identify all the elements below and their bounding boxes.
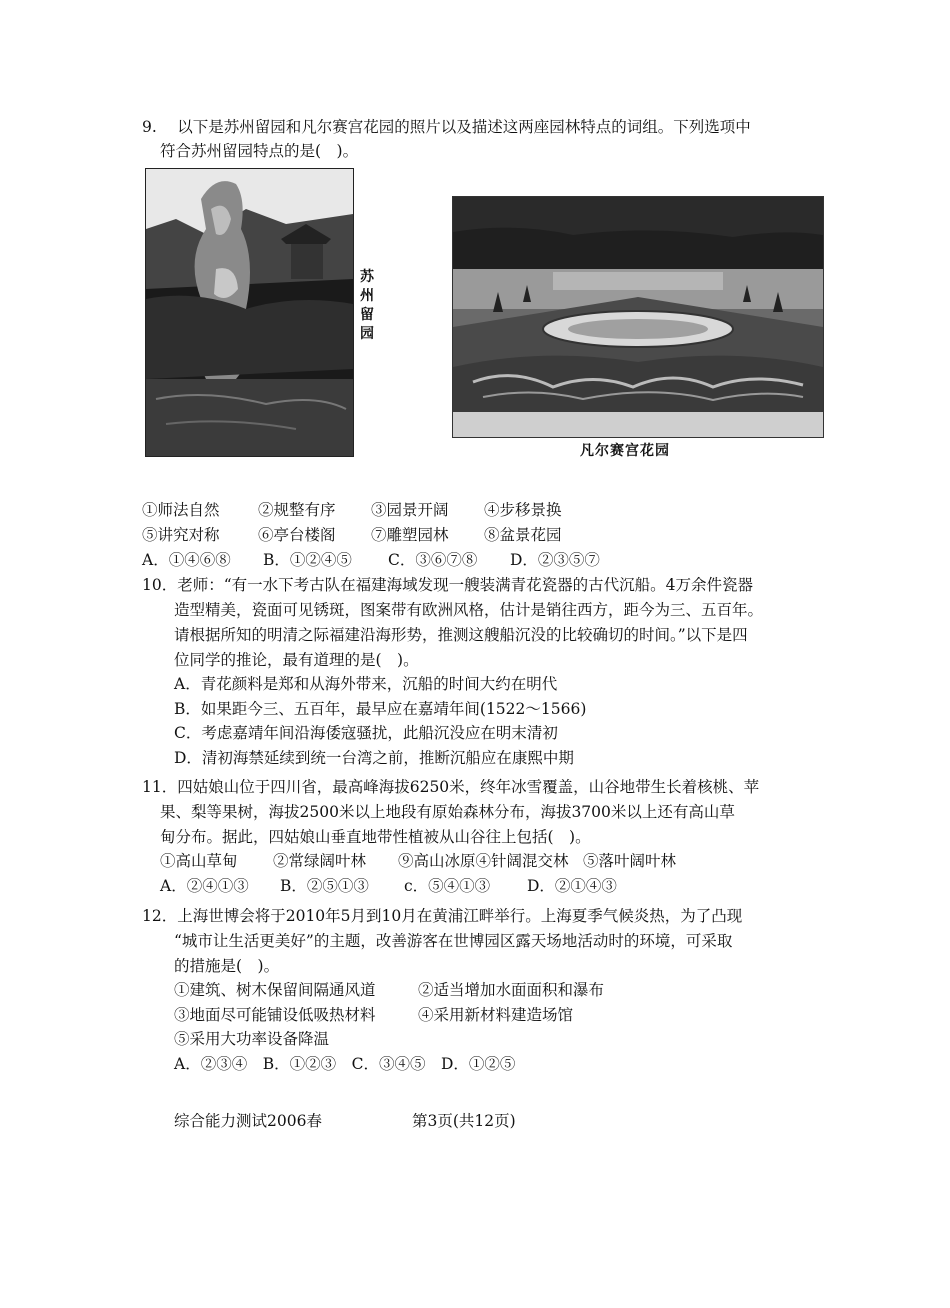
q9-option-b: B．①②④⑤ [263,551,352,569]
versailles-garden-photo [452,196,824,438]
q10-stem-line3: 请根据所知的明清之际福建沿海形势，推测这艘船沉没的比较确切的时间。”以下是四 [174,626,748,644]
footer-page-number: 第3页(共12页) [412,1112,516,1130]
q9-option-c: C．③⑥⑦⑧ [388,551,478,569]
q9-feature-1: ①师法自然 [142,501,220,519]
q9-option-a: A．①④⑥⑧ [142,551,231,569]
suzhou-garden-illustration [146,169,353,456]
q12-measure-4: ④采用新材料建造场馆 [418,1006,574,1024]
q11-item-3: ⑨高山冰原④针阔混交林 [398,852,569,870]
q9-stem-line2: 符合苏州留园特点的是( )。 [160,142,359,160]
q9-feature-8: ⑧盆景花园 [484,526,562,544]
q12-options: A．②③④ B．①②③ C．③④⑤ D．①②⑤ [174,1055,516,1073]
q11-item-2: ②常绿阔叶林 [273,852,367,870]
q11-stem-line2: 果、梨等果树，海拔2500米以上地段有原始森林分布，海拔3700米以上还有高山草 [160,803,735,821]
q10-stem-line1: 10．老师：“有一水下考古队在福建海域发现一艘装满青花瓷器的古代沉船。4万余件瓷器 [142,576,754,594]
q9-feature-4: ④步移景换 [484,501,562,519]
q12-stem-line3: 的措施是( )。 [174,957,280,975]
q12-measure-2: ②适当增加水面面积和瀑布 [418,981,605,999]
suzhou-caption: 苏州留园 [360,269,374,342]
q12-measure-3: ③地面尽可能铺设低吸热材料 [174,1006,376,1024]
q9-feature-3: ③园景开阔 [371,501,449,519]
q9-feature-5: ⑤讲究对称 [142,526,220,544]
q11-item-1: ①高山草甸 [160,852,238,870]
q10-stem-line2: 造型精美，瓷面可见锈斑，图案带有欧洲风格，估计是销往西方，距今为三、五百年。 [174,601,764,619]
q9-feature-6: ⑥亭台楼阁 [258,526,336,544]
footer-exam-title: 综合能力测试2006春 [174,1112,322,1130]
q9-feature-7: ⑦雕塑园林 [371,526,449,544]
q10-option-c: C．考虑嘉靖年间沿海倭寇骚扰，此船沉没应在明末清初 [174,724,558,742]
q12-stem-line2: “城市让生活更美好”的主题，改善游客在世博园区露天场地活动时的环境，可采取 [174,932,733,950]
q10-option-d: D．清初海禁延续到统一台湾之前，推断沉船应在康熙中期 [174,749,574,767]
q11-stem-line3: 甸分布。据此，四姑娘山垂直地带性植被从山谷往上包括( )。 [160,828,591,846]
suzhou-garden-photo [145,168,354,457]
q9-feature-2: ②规整有序 [258,501,336,519]
q11-option-a: A．②④①③ [160,877,249,895]
q9-stem-line1: 9. 以下是苏州留园和凡尔赛宫花园的照片以及描述这两座园林特点的词组。下列选项中 [142,118,751,136]
q12-stem-line1: 12．上海世博会将于2010年5月到10月在黄浦江畔举行。上海夏季气候炎热，为了凸现 [142,907,743,925]
q10-option-b: B．如果距今三、五百年，最早应在嘉靖年间(1522～1566) [174,700,587,718]
q9-option-d: D．②③⑤⑦ [510,551,600,569]
q11-item-5: ⑤落叶阔叶林 [583,852,677,870]
q11-stem-line1: 11．四姑娘山位于四川省，最高峰海拔6250米，终年冰雪覆盖，山谷地带生长着核桃、苹 [142,778,760,796]
versailles-caption: 凡尔赛宫花园 [580,443,670,459]
versailles-garden-illustration [453,197,823,437]
q10-option-a: A．青花颜料是郑和从海外带来，沉船的时间大约在明代 [174,675,558,693]
q11-option-c: c．⑤④①③ [404,877,491,895]
q12-measure-5: ⑤采用大功率设备降温 [174,1030,330,1048]
q10-stem-line4: 位同学的推论，最有道理的是( )。 [174,651,419,669]
q11-option-d: D．②①④③ [527,877,617,895]
q11-option-b: B．②⑤①③ [280,877,369,895]
q12-measure-1: ①建筑、树木保留间隔通风道 [174,981,376,999]
